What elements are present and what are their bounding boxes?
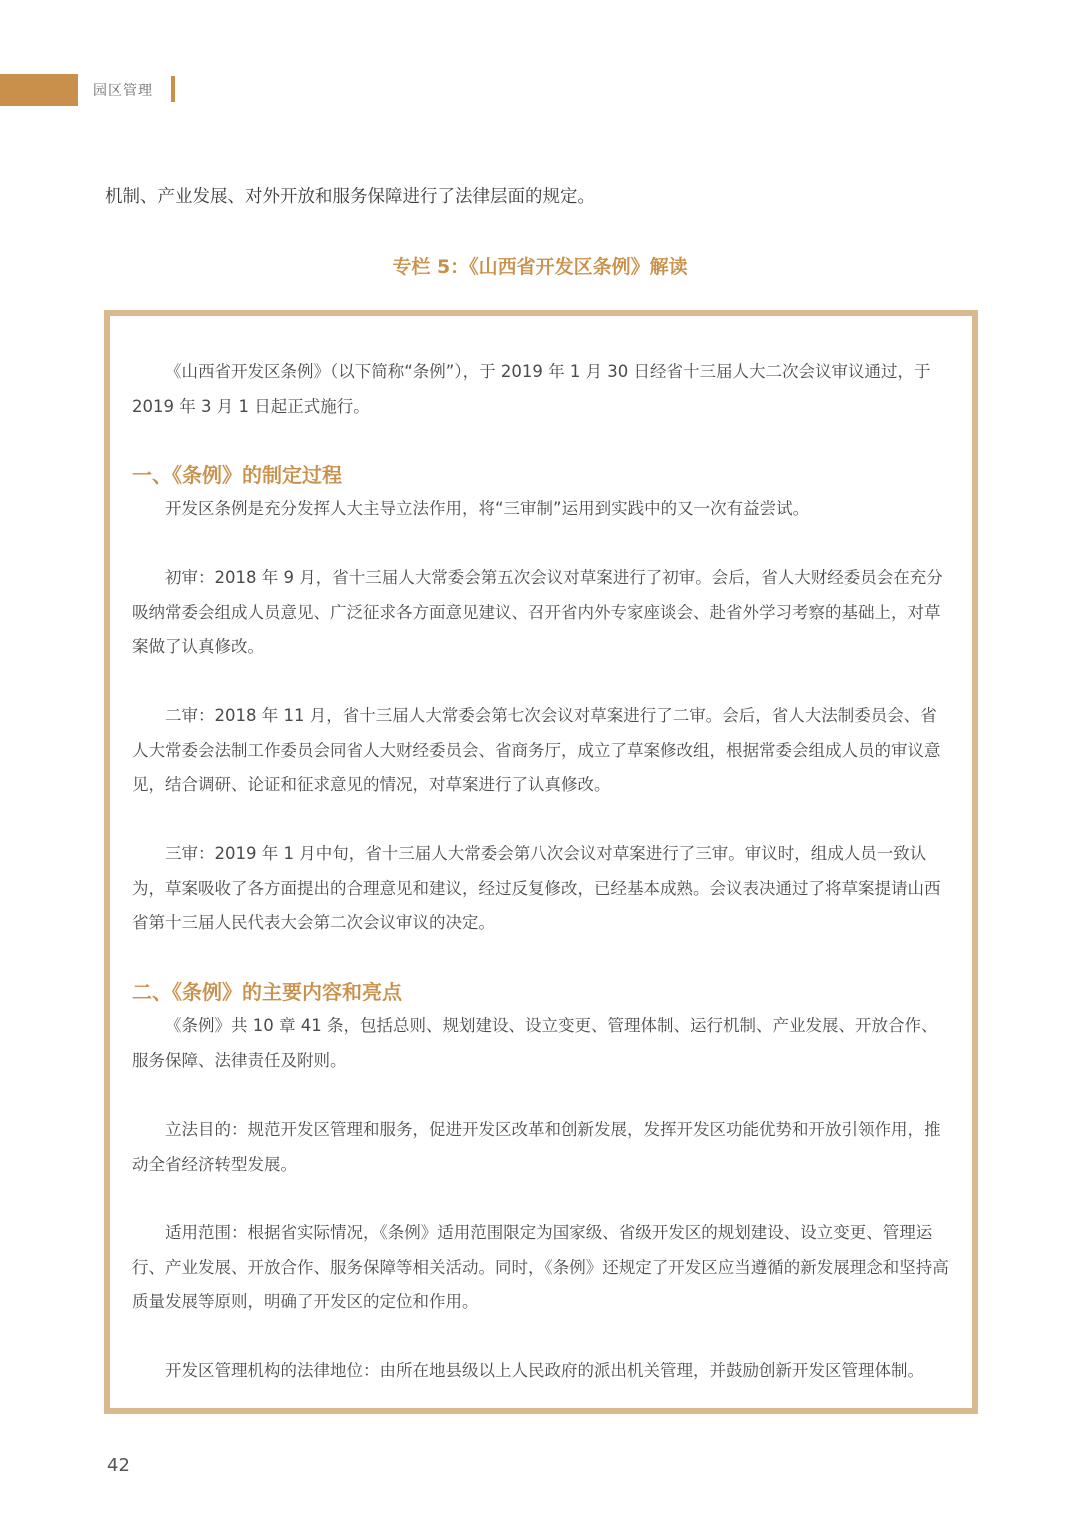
column-paragraph-legislative-purpose: 立法目的：规范开发区管理和服务，促进开发区改革和创新发展，发挥开发区功能优势和开放引领作用，推动全省经济转型发展。 [132, 1120, 941, 1174]
column-title: 专栏 5：《山西省开发区条例》解读 [392, 256, 688, 278]
column-paragraph-legal-status: 开发区管理机构的法律地位：由所在地县级以上人民政府的派出机关管理，并鼓励创新开发区管理体制。 [165, 1361, 924, 1380]
header-accent-bar [0, 74, 78, 106]
page-number: 42 [107, 1455, 130, 1476]
column-paragraph-first-review: 初审：2018 年 9 月，省十三届人大常委会第五次会议对草案进行了初审。会后，省人大财经委员会在充分吸纳常委会组成人员意见、广泛征求各方面意见建议、召开省内外专家座谈会、赴省外学习考察的基础上，对草案做了认真修改。 [132, 568, 943, 656]
header-divider-mark [171, 76, 175, 102]
column-paragraph-scope: 适用范围：根据省实际情况，《条例》适用范围限定为国家级、省级开发区的规划建设、设立变更、管理运行、产业发展、开放合作、服务保障等相关活动。同时，《条例》还规定了开发区应当遵循的新发展理念和坚持高质量发展等原则，明确了开发区的定位和作用。 [132, 1223, 949, 1311]
column-paragraph-chapters: 《条例》共 10 章 41 条，包括总则、规划建设、设立变更、管理体制、运行机制、产业发展、开放合作、服务保障、法律责任及附则。 [132, 1016, 938, 1070]
section-header-title: 园区管理 [93, 83, 153, 99]
column-paragraph-three-reviews: 开发区条例是充分发挥人大主导立法作用，将“三审制”运用到实践中的又一次有益尝试。 [165, 499, 810, 518]
intro-line: 机制、产业发展、对外开放和服务保障进行了法律层面的规定。 [105, 187, 595, 207]
section-heading-main-content: 二、《条例》的主要内容和亮点 [132, 980, 402, 1004]
column-paragraph-intro: 《山西省开发区条例》（以下简称“条例”），于 2019 年 1 月 30 日经省十三届人大二次会议审议通过，于 2019 年 3 月 1 日起正式施行。 [132, 362, 931, 416]
column-paragraph-second-review: 二审：2018 年 11 月，省十三届人大常委会第七次会议对草案进行了二审。会后，省人大法制委员会、省人大常委会法制工作委员会同省人大财经委员会、省商务厅，成立了草案修改组，根据常委会组成人员的审议意见，结合调研、论证和征求意见的情况，对草案进行了认真修改。 [132, 706, 941, 794]
column-paragraph-third-review: 三审：2019 年 1 月中旬，省十三届人大常委会第八次会议对草案进行了三审。审议时，组成人员一致认为，草案吸收了各方面提出的合理意见和建议，经过反复修改，已经基本成熟。会议表决通过了将草案提请山西省第十三届人民代表大会第二次会议审议的决定。 [132, 844, 941, 932]
section-heading-drafting-process: 一、《条例》的制定过程 [132, 463, 342, 487]
